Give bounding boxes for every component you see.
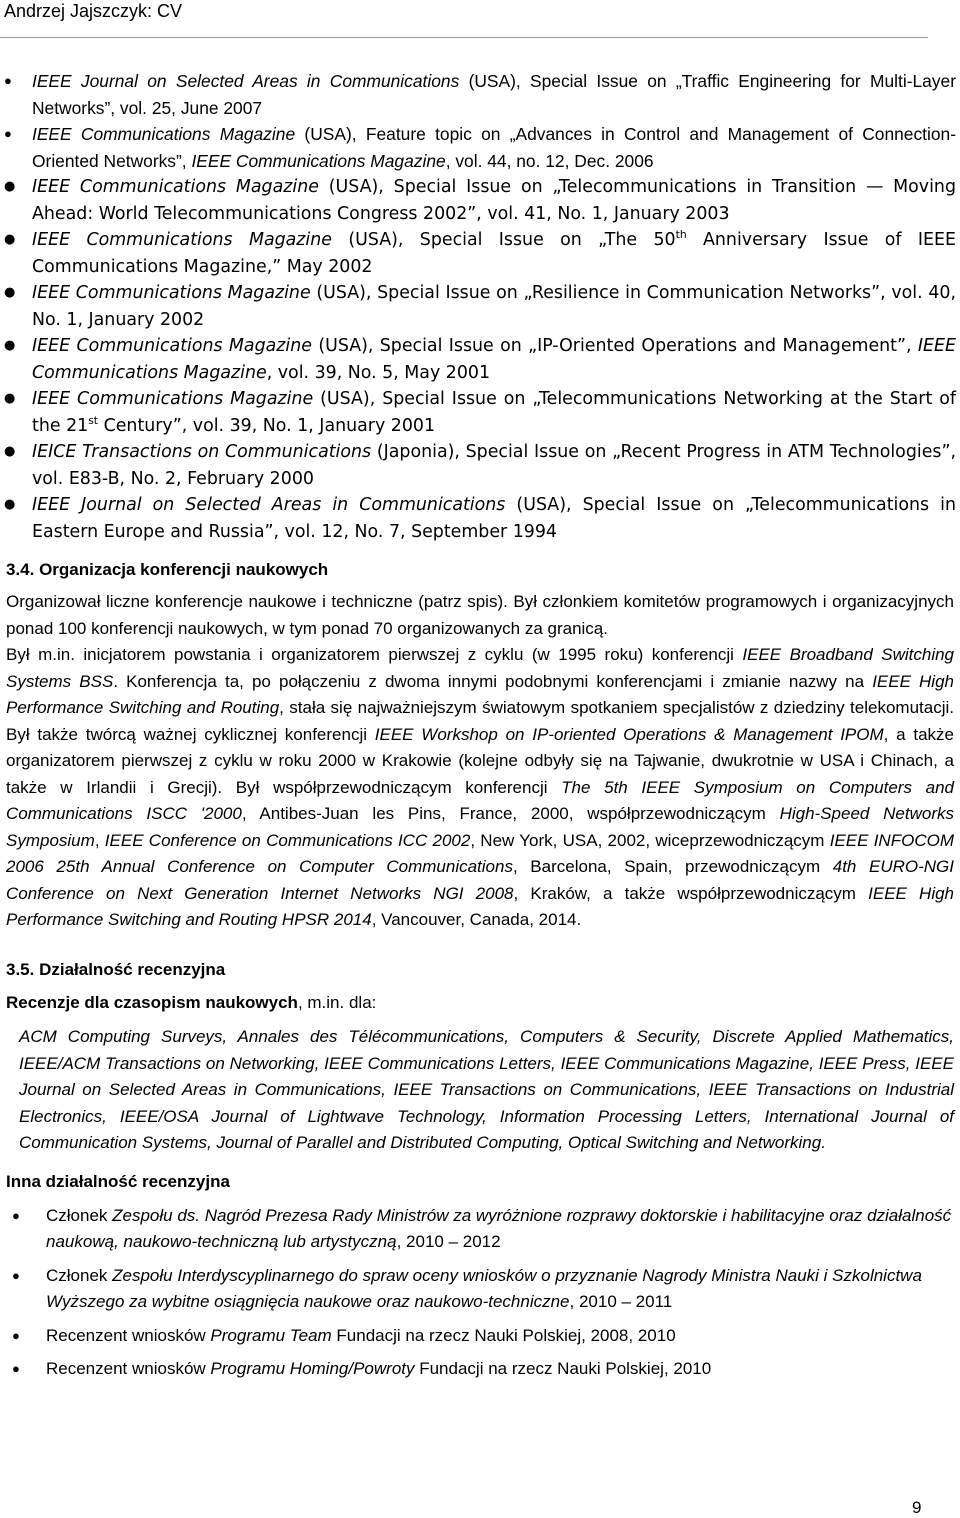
text-run: , a także organizatorem pierwszej z cyklu w roku 2000 w Krakowie (kolejne odbyły się na Tajwanie, dwukrotnie w USA i Chinach, a także w Irlandii i Grecji). Był współprzewodniczącym konferencji [6,724,954,797]
italic-text: IEEE Journal on Selected Areas in Communications [32,495,506,515]
text-run: , stała się najważniejszym światowym spotkaniem specjalistów z dziedziny telekomutacji. Był także twórcą ważnej cyklicznej konferencji [6,698,954,744]
bullet-icon: ● [4,338,16,353]
journals-list-text [0,1024,960,1157]
text-run: Recenzent wniosków [46,1325,211,1345]
publication-item [4,121,956,174]
journals-subheading-rest: , m.in. dla: [297,992,377,1012]
text-run: Fundacji na rzecz Nauki Polskiej, 2010 [414,1359,712,1378]
text-run: Anniversary Issue of IEEE Communications Magazine,” May 2002 [32,230,956,277]
text-run: , Barcelona, Spain, przewodniczącym [512,857,833,876]
role-item [12,1263,954,1316]
bullet-icon: ● [4,285,16,300]
text-run: , Vancouver, Canada, 2014. [371,910,582,929]
italic-text: IEEE Communications Magazine [32,124,296,144]
text-run: . Konferencja ta, po połączeniu z dwoma innymi podobnymi konferencjami i zmianie nazwy na [113,671,873,691]
journals-subheading-bold: Recenzje dla czasopism naukowych [6,992,298,1012]
text-run: Członek [46,1205,113,1225]
italic-text: Programu Team [210,1325,332,1345]
text-run: , New York, USA, 2002, wiceprzewodniczącym [470,830,830,850]
other-reviewing-heading: Inna działalność recenzyjna [6,1171,230,1191]
text-run: Był m.in. inicjatorem powstania i organizatorem pierwszej z cyklu (w 1995 roku) konferencji [6,645,743,664]
bullet-icon: ● [4,73,12,88]
text-run: , vol. 44, no. 12, Dec. 2006 [445,150,654,171]
section-heading-reviewing: 3.5. Działalność recenzyjna [6,959,226,979]
document-title: Andrzej Jajszczyk: CV [4,1,183,21]
italic-text: 4th EURO-NGI Conference on Next Generation Internet Networks NGI 2008 [6,857,955,903]
publication-item [4,68,956,121]
text-run: (USA), Special Issue on „Resilience in Communication Networks”, vol. 40, No. 1, January 2002 [32,283,956,330]
italic-text: IEEE Journal on Selected Areas in Communications [32,71,460,91]
italic-text: IEEE Communications Magazine [191,150,446,171]
bullet-icon: ● [4,179,16,194]
publication-item [4,439,956,492]
text-run: Fundacji na rzecz Nauki Polskiej, 2008, 2010 [331,1325,676,1345]
text-run: , 2010 – 2011 [569,1292,673,1311]
header-divider [0,37,928,38]
italic-text: IEEE Communications Magazine [32,336,956,383]
page-content [0,68,960,1390]
publication-item [4,492,956,545]
italic-text: IEEE Communications Magazine [32,336,312,356]
page-number: 9 [912,1498,922,1517]
text-run: (Japonia), Special Issue on „Recent Progress in ATM Technologies”, vol. E83-B, No. 2, February 2000 [32,442,956,489]
text-run: , vol. 39, No. 5, May 2001 [266,362,491,383]
text-run: (USA), Special Issue on „Telecommunications in Eastern Europe and Russia”, vol. 12, No. 7, September 1994 [32,495,956,542]
publication-item [4,333,956,386]
text-run: , [94,830,105,850]
conferences-paragraph-2 [0,642,960,934]
italic-text: IEEE Conference on Communications ICC 2002 [104,830,471,850]
italic-text: IEEE Communications Magazine [32,389,314,409]
italic-text: IEEE Communications Magazine [32,283,311,303]
section-heading-conferences: 3.4. Organizacja konferencji naukowych [6,560,329,579]
publication-item [4,227,956,280]
publication-item [4,174,956,227]
italic-text: Programu Homing/Powroty [210,1359,415,1378]
superscript-text: th [675,228,687,242]
publication-item [4,280,956,333]
bullet-icon: ● [12,1207,20,1223]
italic-text: Zespołu Interdyscyplinarnego do spraw oceny wniosków o przyznanie Nagrody Ministra Nauki i Szkolnictwa Wyższego za wybitne osiągnięcia naukowe oraz naukowo-techniczne [46,1265,922,1311]
text-run: Członek [46,1265,113,1285]
bullet-icon: ● [4,497,16,512]
italic-text: IEEE Broadband Switching Systems BSS [6,645,955,691]
bullet-icon: ● [4,391,16,406]
page-header [0,0,960,40]
text-run: Century”, vol. 39, No. 1, January 2001 [98,415,436,436]
text-run: (USA), Feature topic on „Advances in Control and Management of Connection-Oriented Networks”, [32,124,956,171]
bullet-icon: ● [12,1327,20,1343]
text-run: (USA), Special Issue on „Telecommunications in Transition — Moving Ahead: World Telecommunications Congress 2002”, vol. 41, No. 1, January 2003 [32,177,956,224]
italic-text: IEICE Transactions on Communications [32,442,372,462]
text-run: (USA), Special Issue on „IP-Oriented Operations and Management”, [311,336,918,356]
italic-text: The 5th IEEE Symposium on Computers and Communications ISCC '2000 [6,777,954,823]
text-run: , Antibes-Juan les Pins, France, 2000, współprzewodniczącym [241,804,780,823]
publication-item [4,386,956,439]
italic-text: IEEE INFOCOM 2006 25th Annual Conference on Computer Communications [6,830,954,876]
bullet-icon: ● [12,1267,20,1283]
publication-list [0,68,960,545]
italic-text: IEEE Communications Magazine [32,177,319,197]
conferences-paragraph-1: Organizował liczne konferencje naukowe i techniczne (patrz spis). Był członkiem komitetów programowych i organizacyjnych ponad 100 konferencji naukowych, w tym ponad 70 organizowanych za granicą. [6,592,954,638]
journals-subheading [0,990,960,1017]
italic-text: Zespołu ds. Nagród Prezesa Rady Ministrów za wyróżnione rozprawy doktorskie i habilitacyjne oraz działalność naukową, naukowo-techniczną lub artystyczną [46,1205,952,1251]
italic-text: IEEE Communications Magazine [32,230,332,250]
bullet-icon: ● [12,1361,20,1376]
journals-list-italic: ACM Computing Surveys, Annales des Télécommunications, Computers & Security, Discrete Applied Mathematics, IEEE/ACM Transactions on Networking, IEEE Communications Letters, IEEE Communications Magazine, IEEE Press, IEEE Journal on Selected Areas in Communications, IEEE Transactions on Communications, IEEE Transactions on Industrial Electronics, IEEE/OSA Journal of Lightwave Technology, Information Processing Letters, International Journal of Communication Systems, Journal of Parallel and Distributed Computing, Optical Switching and Networking. [19,1027,954,1152]
italic-text: High-Speed Networks Symposium [6,804,954,850]
text-run: (USA), Special Issue on „The 50 [331,230,676,250]
italic-text: IEEE Workshop on IP-oriented Operations & Management IPOM [374,724,884,744]
role-item [12,1323,954,1350]
text-run: , Kraków, a także współprzewodniczącym [513,883,869,903]
bullet-icon: ● [4,444,16,459]
italic-text: IEEE High Performance Switching and Routing HPSR 2014 [6,883,954,929]
text-run: (USA), Special Issue on „Telecommunications Networking at the Start of the 21 [32,389,956,436]
role-item [12,1356,954,1383]
text-run: Recenzent wniosków [46,1359,211,1378]
bullet-icon: ● [4,126,12,141]
role-item [12,1203,954,1256]
reviewing-roles-list [0,1203,960,1383]
bullet-icon: ● [4,232,16,247]
superscript-text: st [88,413,99,427]
italic-text: IEEE High Performance Switching and Routing [6,671,954,717]
text-run: , 2010 – 2012 [396,1232,501,1251]
text-run: (USA), Special Issue on „Traffic Engineering for Multi-Layer Networks”, vol. 25, June 2007 [32,71,956,118]
